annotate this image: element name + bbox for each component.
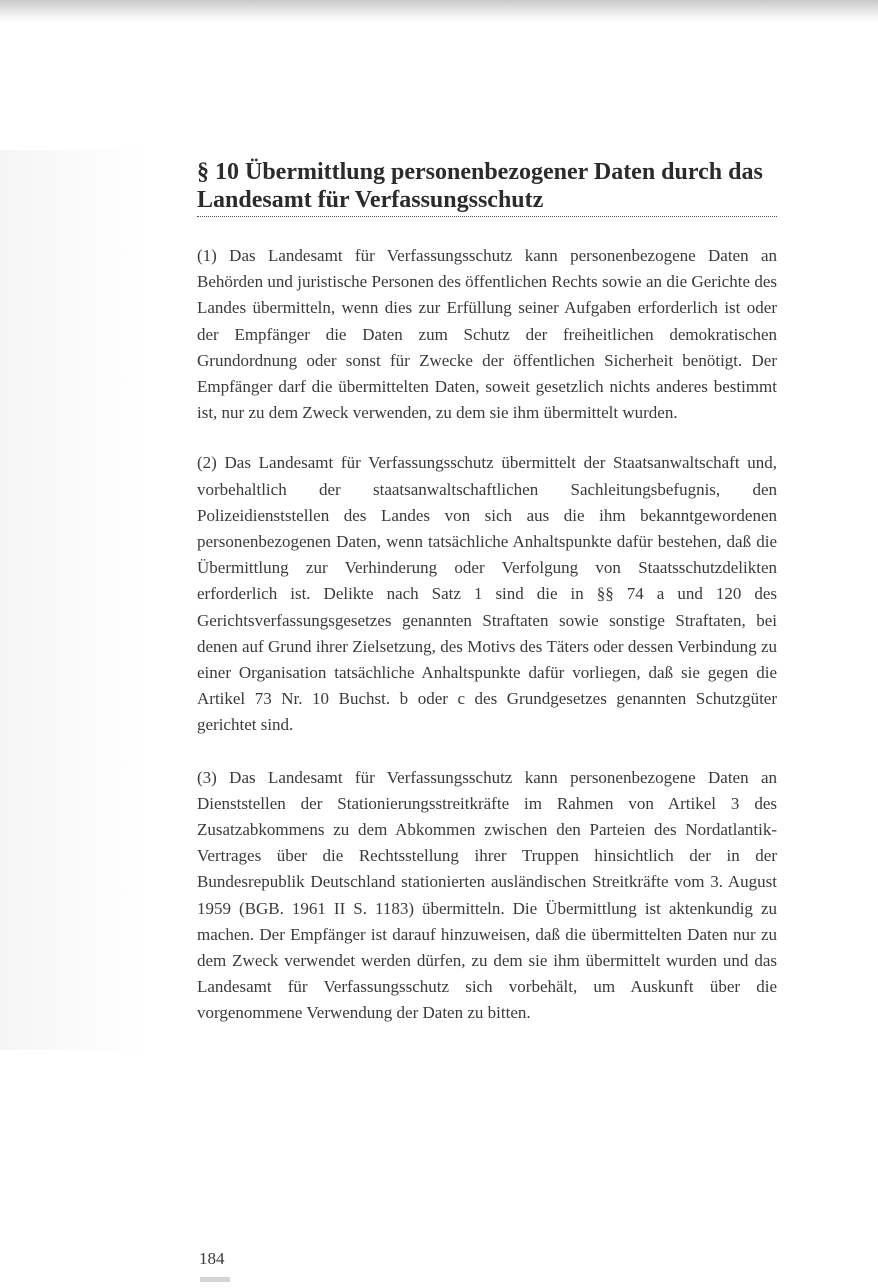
- paragraph-1: (1) Das Landesamt für Verfassungsschutz kann personenbezogene Daten an Behörden und juristische Personen des öffentlichen Rechts sowie an die Gerichte des Landes übermitteln, wenn dies zur Erfüllung seiner Aufgaben erforderlich ist oder der Empfänger die Daten zum Schutz der freiheitlichen demokratischen Grundordnung oder sonst für Zwecke der öffentlichen Sicherheit benötigt. Der Empfänger darf die übermittelten Daten, soweit gesetzlich nichts anderes bestimmt ist, nur zu dem Zweck verwenden, zu dem sie ihm übermittelt wurden.: [197, 246, 777, 423]
- section-heading: § 10 Übermittlung personenbezogener Daten durch das Landesamt für Verfassungsschutz: [197, 159, 763, 213]
- page-number: 184: [199, 1249, 225, 1268]
- paragraph-3: (3) Das Landesamt für Verfassungsschutz kann personenbezogene Daten an Dienststellen der Stationierungsstreitkräfte im Rahmen von Artikel 3 des Zusatzabkommens zu dem Abkommen zwischen den Parteien des Nordatlantik-Vertrages über die Rechtsstellung ihrer Truppen hinsichtlich der in der Bundesrepublik Deutschland stationierten ausländischen Streitkräfte vom 3. August 1959 (BGB. 1961 II S. 1183) übermitteln. Die Übermittlung ist aktenkundig zu machen. Der Empfänger ist darauf hinzuweisen, daß die übermittelten Daten nur zu dem Zweck verwendet werden dürfen, zu dem sie ihm übermittelt wurden und das Landesamt für Verfassungsschutz sich vorbehält, um Auskunft über die vorgenommene Verwendung der Daten zu bitten.: [197, 767, 777, 1023]
- paragraph-2: (2) Das Landesamt für Verfassungsschutz übermittelt der Staatsanwaltschaft und, vorbehaltlich der staatsanwaltschaftlichen Sachleitungsbefugnis, den Polizeidienststellen des Landes von sich aus die ihm bekanntgewordenen personenbezogenen Daten, wenn tatsächliche Anhaltspunkte dafür bestehen, daß die Übermittlung zur Verhinderung oder Verfolgung von Staatsschutzdelikten erforderlich ist. Delikte nach Satz 1 sind die in §§ 74 a und 120 des Gerichtsverfassungsgesetzes genannten Straftaten sowie sonstige Straftaten, bei denen auf Grund ihrer Zielsetzung, des Motivs des Täters oder dessen Verbindung zu einer Organisation tatsächliche Anhaltspunkte dafür vorliegen, daß sie gegen die Artikel 73 Nr. 10 Buchst. b oder c des Grundgesetzes genannten Schutzgüter gerichtet sind.: [197, 453, 777, 735]
- page-footer-mark: [200, 1277, 230, 1282]
- heading-dotted-rule: [197, 216, 777, 217]
- document-body: [197, 158, 777, 1027]
- scan-left-shade: [0, 150, 150, 1050]
- scan-top-shadow: [0, 0, 878, 22]
